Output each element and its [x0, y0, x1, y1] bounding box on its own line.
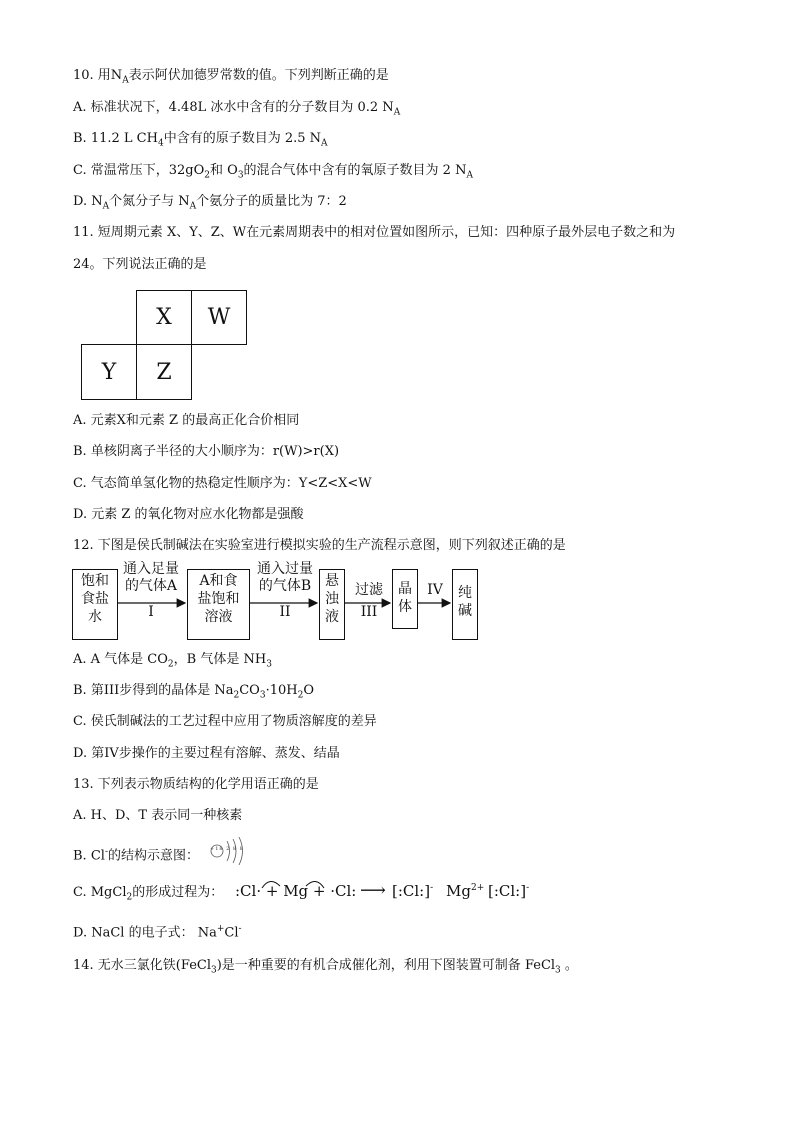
- flow-arrow3-top-label: 过滤: [355, 582, 383, 598]
- q12-option-b: B. 第III步得到的晶体是 $Na_2CO_3\cdot 10H_2O$: [73, 683, 314, 701]
- q13-option-c: C. MgCl$_2$的形成过程为：: [73, 885, 224, 903]
- cell-y: Y: [81, 344, 137, 400]
- q13-stem: 13. 下列表示物质结构的化学用语正确的是: [73, 777, 319, 792]
- flow-box-brine: 饱和 食盐 水: [72, 569, 118, 640]
- q13-option-b: B. Cl-的结构示意图：: [73, 847, 199, 864]
- q10-option-d: D. $N_A$个氮分子与 $N_A$个氨分子的质量比为 7：2: [73, 194, 347, 212]
- q11-stem-line2: 24。下列说法正确的是: [73, 257, 207, 272]
- lewis-chloride-2: [:Cl:]-: [488, 882, 530, 900]
- electron-transfer-arcs: [258, 876, 338, 890]
- flow-arrow4-top-label: IV: [427, 582, 443, 598]
- cell-x: X: [136, 290, 192, 345]
- q11-option-c: C. 气态简单氢化物的热稳定性顺序为：Y<Z<X<W: [73, 476, 372, 491]
- flow-arrow2-top-label: 通入过量 的气体B: [257, 561, 313, 594]
- q11-option-d: D. 元素 Z 的氧化物对应水化物都是强酸: [73, 507, 304, 522]
- q11-stem-line1: 11. 短周期元素 X、Y、Z、W在元素周期表中的相对位置如图所示，已知：四种原子最外层电子数之和为: [73, 225, 676, 240]
- q10-option-a: A. 标准状况下，4.48L 冰水中含有的分子数目为 0.2 $N_A$: [73, 100, 401, 118]
- flow-arrow1-step: I: [148, 604, 154, 620]
- q10-option-c: C. 常温常压下，$32gO_2$和 $O_3$的混合气体中含有的氧原子数目为 2 $N_A$: [73, 163, 473, 181]
- q10-option-b: B. 11.2 L $CH_4$中含有的原子数目为 2.5 $N_A$: [73, 131, 328, 149]
- q13-option-d: D. NaCl 的电子式： Na+Cl-: [73, 924, 242, 941]
- flow-box-suspension: 悬 浊 液: [319, 569, 345, 640]
- flow-arrow3-step: III: [360, 604, 378, 620]
- cell-w: W: [191, 290, 247, 345]
- flow-box-soda-ash: 纯 碱: [452, 569, 478, 640]
- q10-stem: 10. 用$N_A$表示阿伏加德罗常数的值。下列判断正确的是: [73, 68, 389, 86]
- q12-option-d: D. 第IV步操作的主要过程有溶解、蒸发、结晶: [73, 746, 340, 761]
- lewis-reactants: :Cl· + Mg + ·Cl:: [235, 882, 357, 900]
- q12-stem: 12. 下图是侯氏制碱法在实验室进行模拟实验的生产流程示意图，则下列叙述正确的是: [73, 538, 566, 553]
- chloride-ion-structure-diagram: [207, 834, 247, 868]
- q13-option-a: A. H、D、T 表示同一种核素: [73, 808, 243, 823]
- flow-box-saturated-solution: A和食 盐饱和 溶液: [187, 569, 250, 640]
- lewis-chloride-1: [:Cl:]-: [392, 882, 434, 900]
- q11-option-a: A. 元素X和元素 Z 的最高正化合价相同: [73, 413, 300, 428]
- atom-structure-label: +18 2 8 8: [210, 846, 244, 852]
- flow-arrow2-step: II: [279, 604, 291, 620]
- reaction-arrow: ⟶: [360, 880, 386, 901]
- cell-z: Z: [136, 344, 192, 400]
- q11-option-b: B. 单核阴离子半径的大小顺序为：r(W)>r(X): [73, 444, 340, 459]
- q12-option-a: A. A 气体是 $CO_2$，B 气体是 $NH_3$: [73, 652, 272, 670]
- flow-arrow1-top-label: 通入足量 的气体A: [123, 561, 179, 594]
- lewis-magnesium-ion: $Mg^{2+}$: [446, 882, 485, 900]
- q14-stem: 14. 无水三氯化铁(FeCl$_3$)是一种重要的有机合成催化剂，利用下图装置可制备 FeCl$_3$ 。: [73, 958, 578, 976]
- flow-box-crystal: 晶 体: [392, 569, 418, 629]
- q12-option-c: C. 侯氏制碱法的工艺过程中应用了物质溶解度的差异: [73, 714, 377, 729]
